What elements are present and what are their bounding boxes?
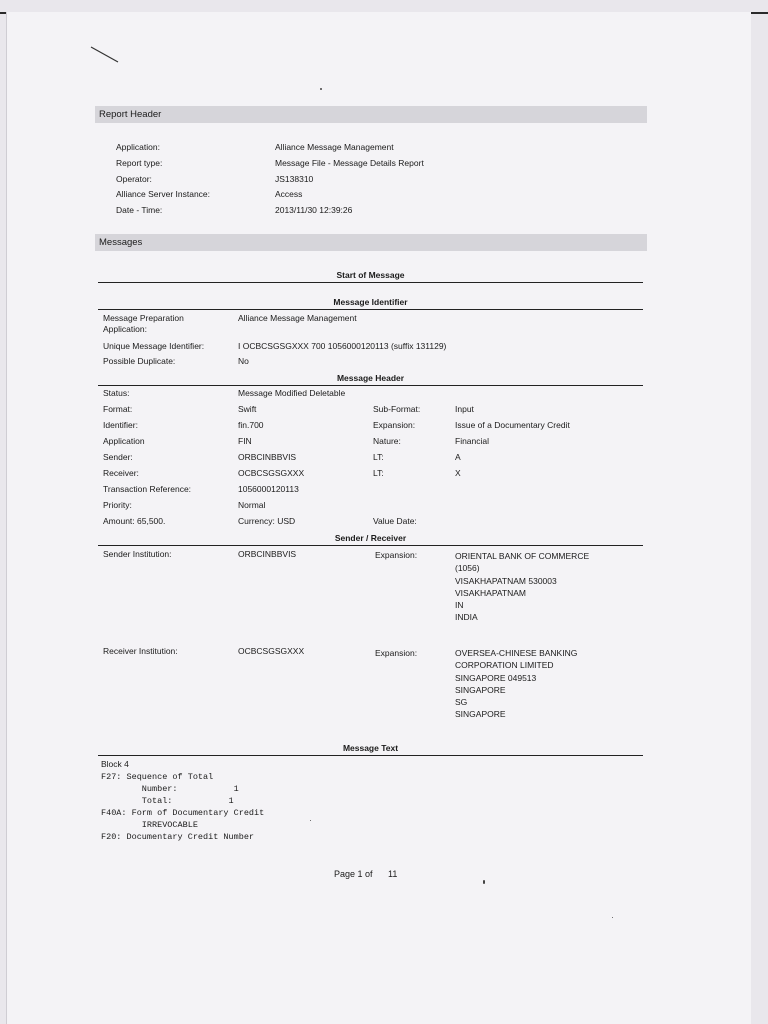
- rh-value-operator: JS138310: [275, 174, 314, 184]
- sr-receiver-exp-label: Expansion:: [375, 648, 418, 658]
- mh-status-label: Status:: [103, 388, 130, 398]
- rh-label-report-type: Report type:: [116, 158, 163, 168]
- pen-mark-icon: [90, 45, 120, 65]
- sr-receiver-inst-value: OCBCSGSGXXX: [238, 646, 305, 656]
- mh-format-label: Format:: [103, 404, 133, 414]
- mh-nature-label: Nature:: [373, 436, 401, 446]
- mi-prep-value: Alliance Message Management: [238, 313, 357, 323]
- rh-label-date-time: Date - Time:: [116, 205, 163, 215]
- mi-dup-value: No: [238, 356, 249, 366]
- block-label: Block 4: [101, 759, 129, 769]
- mh-priority-label: Priority:: [103, 500, 132, 510]
- divider: [98, 755, 643, 756]
- mh-subformat-value: Input: [455, 404, 474, 414]
- mh-expansion-label: Expansion:: [373, 420, 416, 430]
- mh-tref-label: Transaction Reference:: [103, 484, 192, 494]
- speck: [483, 880, 485, 884]
- mh-receiver-label: Receiver:: [103, 468, 139, 478]
- mh-sender-label: Sender:: [103, 452, 133, 462]
- mh-priority-value: Normal: [238, 500, 266, 510]
- rh-value-date-time: 2013/11/30 12:39:26: [275, 205, 353, 215]
- rh-value-application: Alliance Message Management: [275, 142, 394, 152]
- mi-prep-label: Message Preparation Application:: [103, 313, 184, 334]
- sr-sender-exp-label: Expansion:: [375, 550, 418, 560]
- page-number-label: Page 1 of: [334, 869, 373, 879]
- mh-sender-value: ORBCINBBVIS: [238, 452, 297, 462]
- message-text-title: Message Text: [342, 743, 399, 753]
- mi-uid-value: I OCBCSGSGXXX 700 1056000120113 (suffix 131129): [238, 341, 447, 351]
- mh-application-value: FIN: [238, 436, 252, 446]
- speck: [612, 917, 613, 918]
- speck: [320, 88, 322, 90]
- report-header-bar: Report Header: [95, 106, 647, 123]
- mh-currency-label: Currency: USD: [238, 516, 296, 526]
- sender-receiver-title: Sender / Receiver: [334, 533, 407, 543]
- speck: [310, 820, 311, 821]
- sr-sender-exp-value: ORIENTAL BANK OF COMMERCE (1056) VISAKHAPATNAM 530003 VISAKHAPATNAM IN INDIA: [455, 551, 590, 623]
- mh-lt2-label: LT:: [373, 468, 384, 478]
- rh-label-operator: Operator:: [116, 174, 152, 184]
- message-header-title: Message Header: [336, 373, 405, 383]
- rh-label-server-instance: Alliance Server Instance:: [116, 189, 211, 199]
- page-total: 11: [388, 869, 398, 879]
- divider: [98, 309, 643, 310]
- mh-subformat-label: Sub-Format:: [373, 404, 421, 414]
- sr-receiver-exp-value: OVERSEA-CHINESE BANKING CORPORATION LIMITED SINGAPORE 049513 SINGAPORE SG SINGAPORE: [455, 648, 578, 720]
- mi-dup-label: Possible Duplicate:: [103, 356, 176, 366]
- mh-format-value: Swift: [238, 404, 257, 414]
- mh-identifier-label: Identifier:: [103, 420, 138, 430]
- mh-lt1-value: A: [455, 452, 461, 462]
- mh-tref-value: 1056000120113: [238, 484, 299, 494]
- messages-bar: Messages: [95, 234, 647, 251]
- start-of-message-title: Start of Message: [336, 270, 405, 280]
- divider: [98, 545, 643, 546]
- mh-valuedate-label: Value Date:: [373, 516, 417, 526]
- sr-receiver-inst-label: Receiver Institution:: [103, 646, 178, 656]
- rh-value-report-type: Message File - Message Details Report: [275, 158, 424, 168]
- mh-expansion-value: Issue of a Documentary Credit: [455, 420, 570, 430]
- mi-uid-label: Unique Message Identifier:: [103, 341, 205, 351]
- mh-identifier-value: fin.700: [238, 420, 264, 430]
- mh-amount-label: Amount: 65,500.: [103, 516, 166, 526]
- divider: [98, 385, 643, 386]
- mh-application-label: Application: [103, 436, 145, 446]
- mh-lt2-value: X: [455, 468, 461, 478]
- rh-label-application: Application:: [116, 142, 160, 152]
- mh-nature-value: Financial: [455, 436, 490, 446]
- rh-value-server-instance: Access: [275, 189, 303, 199]
- mh-status-value: Message Modified Deletable: [238, 388, 346, 398]
- mh-receiver-value: OCBCSGSGXXX: [238, 468, 305, 478]
- divider: [98, 282, 643, 283]
- mh-lt1-label: LT:: [373, 452, 384, 462]
- message-identifier-title: Message Identifier: [333, 297, 408, 307]
- message-text-body: F27: Sequence of Total Number: 1 Total: 1 F40A: Form of Documentary Credit IRREVOCABLE F20: Documentary Credit Number: [101, 772, 265, 842]
- sr-sender-inst-label: Sender Institution:: [103, 549, 172, 559]
- sr-sender-inst-value: ORBCINBBVIS: [238, 549, 297, 559]
